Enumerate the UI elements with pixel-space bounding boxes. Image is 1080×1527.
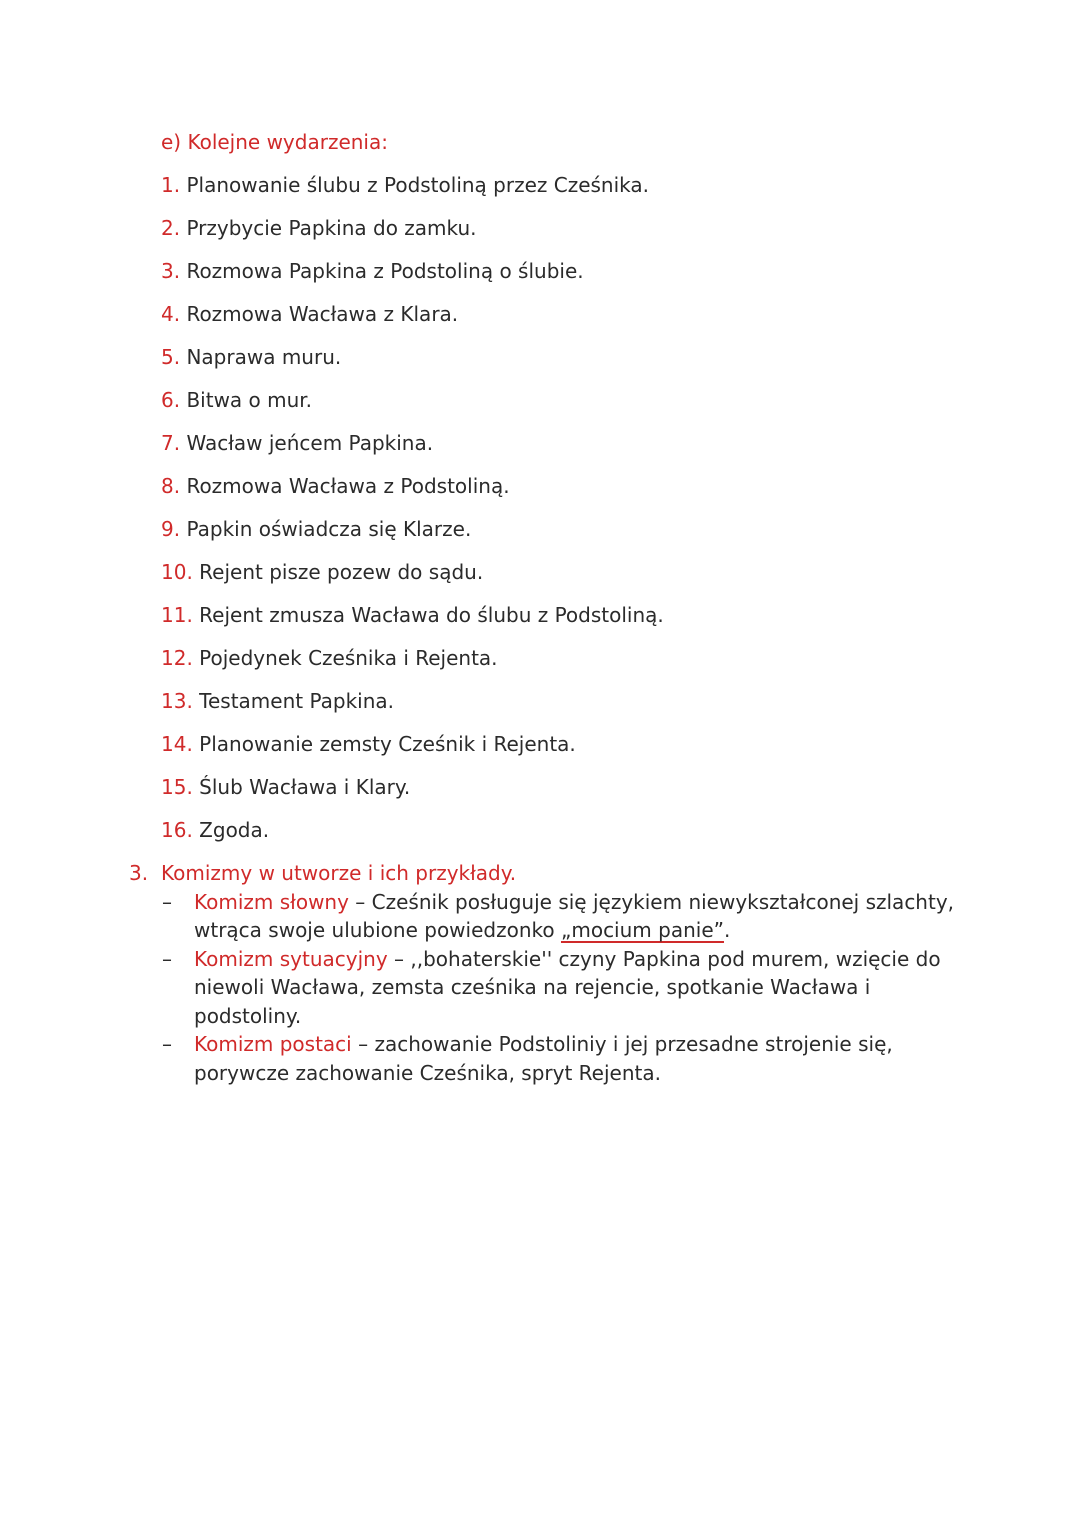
list-item-number: 1. xyxy=(161,173,181,197)
bullet-term: Komizm słowny xyxy=(194,889,349,914)
list-item-number: 8. xyxy=(161,474,181,498)
list-item xyxy=(161,386,664,429)
bullet-text: – Cześnik posługuje się językiem niewykształconej szlachty, wtrąca swoje ulubione powiedzonko xyxy=(194,889,955,942)
list-item-text: Planowanie ślubu z Podstoliną przez Cześnika. xyxy=(180,173,649,197)
list-item xyxy=(161,687,664,730)
list-item-text: Rozmowa Papkina z Podstoliną o ślubie. xyxy=(180,259,584,283)
list-item xyxy=(161,171,664,214)
list-item xyxy=(161,773,664,816)
list-item-number: 12. xyxy=(161,646,193,670)
dash-marker: – xyxy=(162,1032,172,1056)
list-item xyxy=(161,515,664,558)
list-item-text: Wacław jeńcem Papkina. xyxy=(180,431,434,455)
list-item-text: Rejent pisze pozew do sądu. xyxy=(192,560,484,584)
list-item-number: 14. xyxy=(161,732,193,756)
list-item-number: 11. xyxy=(161,603,193,627)
list-item xyxy=(161,558,664,601)
list-item-number: 5. xyxy=(161,345,181,369)
list-item-text: Przybycie Papkina do zamku. xyxy=(180,216,477,240)
list-item-number: 10. xyxy=(161,560,193,584)
list-item xyxy=(161,472,664,515)
dash-marker: – xyxy=(162,946,172,971)
list-item-text: Ślub Wacława i Klary. xyxy=(192,775,411,799)
list-item-text: Papkin oświadcza się Klarze. xyxy=(180,517,472,541)
section-number: 3. xyxy=(129,861,149,885)
list-item-text: Bitwa o mur. xyxy=(180,388,313,412)
list-item-text: Rejent zmusza Wacława do ślubu z Podstoliną. xyxy=(192,603,664,627)
list-item xyxy=(161,343,664,386)
list-item-text: Zgoda. xyxy=(192,818,270,842)
list-item-text: Rozmowa Wacława z Podstoliną. xyxy=(180,474,510,498)
list-item xyxy=(161,730,664,773)
section-comedy xyxy=(129,859,959,1087)
list-item-number: 6. xyxy=(161,388,181,412)
bullet-term: Komizm sytuacyjny xyxy=(194,946,388,971)
list-item xyxy=(161,214,664,257)
list-item-number: 2. xyxy=(161,216,181,240)
list-item-number: 9. xyxy=(161,517,181,541)
bullet-item xyxy=(129,888,959,945)
list-item-number: 3. xyxy=(161,259,181,283)
section-title xyxy=(129,859,959,888)
list-item-text: Planowanie zemsty Cześnik i Rejenta. xyxy=(192,732,576,756)
list-item-number: 15. xyxy=(161,775,193,799)
bullet-item xyxy=(129,1030,959,1087)
bullet-term: Komizm postaci xyxy=(194,1032,352,1056)
list-item-number: 16. xyxy=(161,818,193,842)
list-item-number: 4. xyxy=(161,302,181,326)
bullet-text: – ,,bohaterskie'' czyny Papkina pod murem, wzięcie do niewoli Wacława, zemsta cześnika na rejencie, spotkanie Wacława i podstoliny. xyxy=(194,946,941,1028)
list-item-text: Naprawa muru. xyxy=(180,345,342,369)
events-list xyxy=(161,171,664,859)
list-item-text: Pojedynek Cześnika i Rejenta. xyxy=(192,646,498,670)
comedy-bullet-list xyxy=(129,888,959,1088)
list-item xyxy=(161,601,664,644)
bullet-text-end: . xyxy=(723,918,731,942)
bullet-text: – zachowanie Podstoliniy i jej przesadne strojenie się, porywcze zachowanie Cześnika, spryt Rejenta. xyxy=(194,1032,893,1085)
section-title-text: Komizmy w utworze i ich przykłady. xyxy=(161,861,517,885)
list-item-number: 7. xyxy=(161,431,181,455)
list-item xyxy=(161,429,664,472)
list-item-number: 13. xyxy=(161,689,193,713)
bullet-item xyxy=(129,945,959,1031)
list-item-text: Testament Papkina. xyxy=(192,689,395,713)
list-item-text: Rozmowa Wacława z Klara. xyxy=(180,302,459,326)
list-item xyxy=(161,300,664,343)
subheading-events: e) Kolejne wydarzenia: xyxy=(161,130,388,154)
list-item xyxy=(161,644,664,687)
list-item xyxy=(161,257,664,300)
quoted-phrase: „mocium panie” xyxy=(560,918,724,942)
dash-marker: – xyxy=(162,889,172,914)
list-item xyxy=(161,816,664,859)
